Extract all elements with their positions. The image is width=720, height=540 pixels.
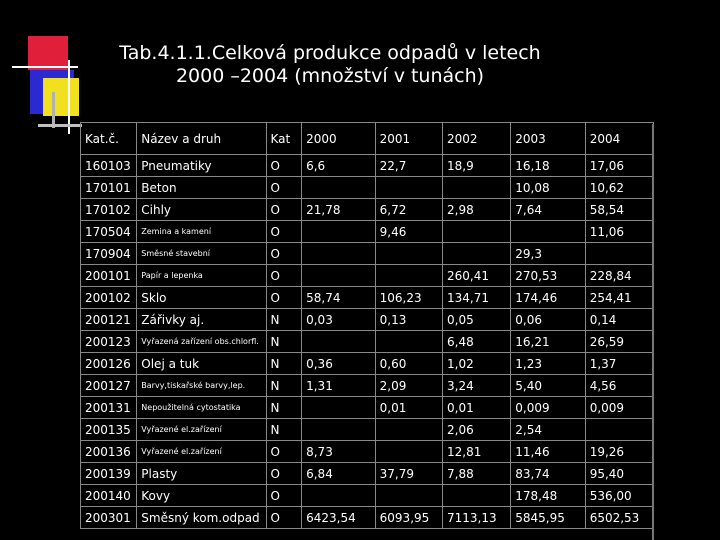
cell-kat: N xyxy=(266,331,302,353)
cell-y2001 xyxy=(375,331,442,353)
cell-kat: O xyxy=(266,485,302,507)
cell-y2001 xyxy=(375,265,442,287)
table-row xyxy=(81,155,654,177)
cell-y2003 xyxy=(511,221,585,243)
cell-name: Sklo xyxy=(137,287,266,309)
cell-y2003: 29,3 xyxy=(511,243,585,265)
cell-name: Vyřazené el.zařízení xyxy=(137,441,266,463)
cell-y2004: 254,41 xyxy=(585,287,653,309)
table-row xyxy=(81,265,654,287)
cell-y2004: 17,06 xyxy=(585,155,653,177)
table-row xyxy=(81,441,654,463)
cell-y2003: 11,46 xyxy=(511,441,585,463)
cell-y2004: 6502,53 xyxy=(585,507,653,529)
cell-kat: N xyxy=(266,375,302,397)
header-kat: Kat xyxy=(266,123,302,155)
cell-y2002: 18,9 xyxy=(443,155,511,177)
cell-name: Směsný kom.odpad xyxy=(137,507,266,529)
cell-y2003: 1,23 xyxy=(511,353,585,375)
cell-y2002: 7113,13 xyxy=(443,507,511,529)
cell-y2000: 6423,54 xyxy=(302,507,376,529)
cell-y2003: 178,48 xyxy=(511,485,585,507)
cell-kat: O xyxy=(266,199,302,221)
cell-y2004: 536,00 xyxy=(585,485,653,507)
table-row xyxy=(81,397,654,419)
cell-name: Olej a tuk xyxy=(137,353,266,375)
header-name: Název a druh xyxy=(137,123,266,155)
cell-cat-code: 200139 xyxy=(81,463,137,485)
cell-y2003: 83,74 xyxy=(511,463,585,485)
table-header-row xyxy=(81,123,654,155)
cell-y2002 xyxy=(443,221,511,243)
cell-y2002: 0,01 xyxy=(443,397,511,419)
cell-cat-code: 200135 xyxy=(81,419,137,441)
cell-y2004 xyxy=(585,419,653,441)
cell-cat-code: 160103 xyxy=(81,155,137,177)
cell-kat: N xyxy=(266,397,302,419)
cell-y2003: 5,40 xyxy=(511,375,585,397)
cell-y2004: 0,14 xyxy=(585,309,653,331)
cell-kat: O xyxy=(266,441,302,463)
cell-kat: O xyxy=(266,507,302,529)
cell-y2002: 2,06 xyxy=(443,419,511,441)
table-row xyxy=(81,463,654,485)
cell-name: Cihly xyxy=(137,199,266,221)
cell-name: Nepoužitelná cytostatika xyxy=(137,397,266,419)
cell-y2002 xyxy=(443,243,511,265)
header-y2000: 2000 xyxy=(302,123,376,155)
cell-y2002: 260,41 xyxy=(443,265,511,287)
cell-y2000 xyxy=(302,221,376,243)
cell-y2002: 6,48 xyxy=(443,331,511,353)
cell-cat-code: 170102 xyxy=(81,199,137,221)
cell-y2002: 1,02 xyxy=(443,353,511,375)
cell-y2003: 5845,95 xyxy=(511,507,585,529)
decor-yellow-square xyxy=(43,78,79,116)
decor-red-square xyxy=(28,36,68,70)
cell-y2001 xyxy=(375,419,442,441)
title-line-1: Tab.4.1.1.Celková produkce odpadů v letech xyxy=(119,42,541,64)
cell-y2000: 58,74 xyxy=(302,287,376,309)
cell-kat: O xyxy=(266,463,302,485)
cell-y2001: 106,23 xyxy=(375,287,442,309)
cell-y2000: 21,78 xyxy=(302,199,376,221)
cell-y2004: 95,40 xyxy=(585,463,653,485)
cell-kat: O xyxy=(266,265,302,287)
cell-name: Plasty xyxy=(137,463,266,485)
decor-line-vertical-grey xyxy=(52,92,55,128)
cell-name: Zemina a kamení xyxy=(137,221,266,243)
cell-y2000 xyxy=(302,331,376,353)
cell-y2004: 0,009 xyxy=(585,397,653,419)
header-y2004: 2004 xyxy=(585,123,653,155)
cell-y2001: 22,7 xyxy=(375,155,442,177)
cell-y2000 xyxy=(302,397,376,419)
cell-y2004: 228,84 xyxy=(585,265,653,287)
cell-cat-code: 200126 xyxy=(81,353,137,375)
cell-y2003: 16,21 xyxy=(511,331,585,353)
cell-y2003: 2,54 xyxy=(511,419,585,441)
table-right-border xyxy=(652,124,654,540)
cell-y2003: 0,06 xyxy=(511,309,585,331)
cell-y2001: 6093,95 xyxy=(375,507,442,529)
cell-y2001: 37,79 xyxy=(375,463,442,485)
cell-y2001 xyxy=(375,243,442,265)
table-row xyxy=(81,331,654,353)
cell-cat-code: 200123 xyxy=(81,331,137,353)
cell-cat-code: 170904 xyxy=(81,243,137,265)
header-y2003: 2003 xyxy=(511,123,585,155)
cell-y2000: 8,73 xyxy=(302,441,376,463)
title-line-2: 2000 –2004 (množství v tunách) xyxy=(175,65,485,87)
cell-y2003: 270,53 xyxy=(511,265,585,287)
cell-kat: N xyxy=(266,419,302,441)
cell-cat-code: 200136 xyxy=(81,441,137,463)
cell-y2001: 9,46 xyxy=(375,221,442,243)
cell-cat-code: 200102 xyxy=(81,287,137,309)
table-row xyxy=(81,309,654,331)
table-row xyxy=(81,177,654,199)
cell-kat: O xyxy=(266,221,302,243)
cell-cat-code: 200121 xyxy=(81,309,137,331)
cell-name: Beton xyxy=(137,177,266,199)
cell-y2001 xyxy=(375,485,442,507)
header-cat-code: Kat.č. xyxy=(81,123,137,155)
decor-line-vertical xyxy=(68,60,70,134)
cell-name: Papír a lepenka xyxy=(137,265,266,287)
cell-name: Zářivky aj. xyxy=(137,309,266,331)
cell-y2002 xyxy=(443,177,511,199)
cell-y2000 xyxy=(302,485,376,507)
cell-y2004: 11,06 xyxy=(585,221,653,243)
table-row xyxy=(81,375,654,397)
cell-y2000: 6,84 xyxy=(302,463,376,485)
cell-y2002: 12,81 xyxy=(443,441,511,463)
cell-y2004: 26,59 xyxy=(585,331,653,353)
cell-cat-code: 170504 xyxy=(81,221,137,243)
header-y2001: 2001 xyxy=(375,123,442,155)
cell-y2002: 7,88 xyxy=(443,463,511,485)
cell-y2004: 58,54 xyxy=(585,199,653,221)
cell-kat: O xyxy=(266,177,302,199)
cell-y2002: 0,05 xyxy=(443,309,511,331)
table-row xyxy=(81,419,654,441)
cell-kat: O xyxy=(266,155,302,177)
cell-y2000: 1,31 xyxy=(302,375,376,397)
cell-y2004: 4,56 xyxy=(585,375,653,397)
cell-name: Vyřazená zařízení obs.chlorfl. xyxy=(137,331,266,353)
cell-y2001 xyxy=(375,441,442,463)
cell-y2001: 2,09 xyxy=(375,375,442,397)
cell-cat-code: 200131 xyxy=(81,397,137,419)
header-y2002: 2002 xyxy=(443,123,511,155)
cell-y2003: 0,009 xyxy=(511,397,585,419)
cell-y2004: 10,62 xyxy=(585,177,653,199)
cell-name: Barvy,tiskařské barvy,lep. xyxy=(137,375,266,397)
cell-y2004: 19,26 xyxy=(585,441,653,463)
waste-production-table xyxy=(80,122,654,529)
cell-cat-code: 200127 xyxy=(81,375,137,397)
cell-y2003: 16,18 xyxy=(511,155,585,177)
cell-y2001 xyxy=(375,177,442,199)
cell-y2000: 0,03 xyxy=(302,309,376,331)
decor-line-bottom xyxy=(38,124,82,127)
cell-y2000 xyxy=(302,177,376,199)
cell-name: Kovy xyxy=(137,485,266,507)
table-row xyxy=(81,221,654,243)
cell-y2004: 1,37 xyxy=(585,353,653,375)
cell-y2000: 0,36 xyxy=(302,353,376,375)
cell-y2000 xyxy=(302,243,376,265)
cell-kat: O xyxy=(266,287,302,309)
table-row xyxy=(81,287,654,309)
table-row xyxy=(81,199,654,221)
cell-y2001: 0,60 xyxy=(375,353,442,375)
cell-y2000 xyxy=(302,265,376,287)
cell-y2003: 174,46 xyxy=(511,287,585,309)
cell-y2002: 3,24 xyxy=(443,375,511,397)
cell-cat-code: 200101 xyxy=(81,265,137,287)
cell-name: Směsné stavební xyxy=(137,243,266,265)
cell-y2002 xyxy=(443,485,511,507)
table-row xyxy=(81,353,654,375)
table-row xyxy=(81,485,654,507)
cell-y2000 xyxy=(302,419,376,441)
cell-kat: N xyxy=(266,353,302,375)
cell-kat: N xyxy=(266,309,302,331)
cell-y2001: 6,72 xyxy=(375,199,442,221)
cell-y2003: 7,64 xyxy=(511,199,585,221)
cell-y2003: 10,08 xyxy=(511,177,585,199)
cell-name: Pneumatiky xyxy=(137,155,266,177)
cell-cat-code: 200301 xyxy=(81,507,137,529)
cell-y2002: 134,71 xyxy=(443,287,511,309)
cell-y2004 xyxy=(585,243,653,265)
cell-y2001: 0,01 xyxy=(375,397,442,419)
cell-y2002: 2,98 xyxy=(443,199,511,221)
table-row xyxy=(81,507,654,529)
cell-cat-code: 170101 xyxy=(81,177,137,199)
cell-cat-code: 200140 xyxy=(81,485,137,507)
cell-y2001: 0,13 xyxy=(375,309,442,331)
table-row xyxy=(81,243,654,265)
cell-y2000: 6,6 xyxy=(302,155,376,177)
cell-name: Vyřazené el.zařízení xyxy=(137,419,266,441)
cell-kat: O xyxy=(266,243,302,265)
